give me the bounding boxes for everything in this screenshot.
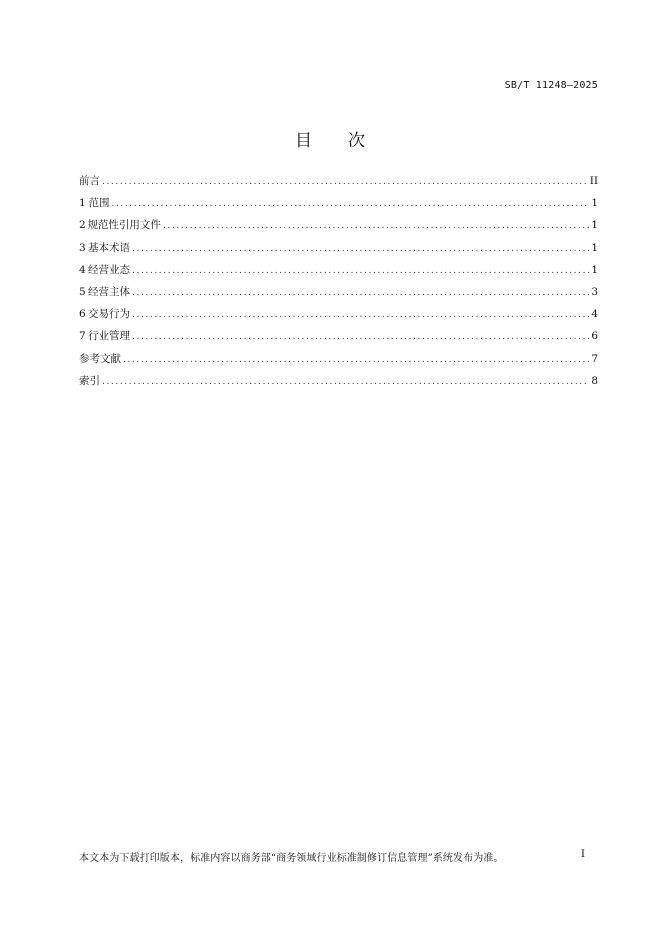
toc-entry-label: 范围 xyxy=(88,197,110,210)
toc-entry-number: 7 xyxy=(79,330,86,343)
toc-entry-bibliography[interactable] xyxy=(79,351,598,373)
toc-entry-number: 6 xyxy=(79,308,86,321)
toc-dot-leader xyxy=(132,263,589,279)
toc-entry-number: 2 xyxy=(79,219,86,232)
footer-note: 本文本为下载打印版本，标准内容以商务部“商务领域行业标准制修订信息管理”系统发布为准。 xyxy=(79,853,504,864)
toc-entry-page: 1 xyxy=(591,197,598,210)
toc-entry-page: II xyxy=(589,175,598,187)
toc-entry-number: 5 xyxy=(79,285,86,298)
toc-entry-business-formats[interactable] xyxy=(79,262,598,284)
toc-dot-leader xyxy=(111,196,589,212)
toc-entry-label: 经营主体 xyxy=(88,285,131,298)
standard-code: SB/T 11248—2025 xyxy=(504,80,598,91)
toc-entry-label: 交易行为 xyxy=(88,308,131,321)
toc-dot-leader xyxy=(123,352,589,368)
toc-entry-page: 6 xyxy=(591,330,598,343)
toc-entry-label: 基本术语 xyxy=(88,241,131,254)
toc-entry-label: 规范性引用文件 xyxy=(87,219,161,232)
toc-dot-leader xyxy=(132,307,589,323)
toc-dot-leader xyxy=(132,329,589,345)
page-title xyxy=(0,126,662,151)
toc-dot-leader xyxy=(102,174,588,190)
toc-entry-label: 行业管理 xyxy=(88,330,131,343)
toc-entry-foreword[interactable] xyxy=(79,173,598,195)
toc-entry-page: 3 xyxy=(591,285,598,298)
title-char-2: 次 xyxy=(348,131,367,151)
toc-entry-scope[interactable] xyxy=(79,195,598,217)
toc-dot-leader xyxy=(132,241,589,257)
toc-entry-label: 前言 xyxy=(79,175,100,187)
toc-entry-label: 索引 xyxy=(79,374,100,387)
toc-entry-normative-references[interactable] xyxy=(79,217,598,239)
toc-entry-industry-management[interactable] xyxy=(79,328,598,350)
toc-entry-page: 1 xyxy=(591,263,598,276)
toc-entry-page: 7 xyxy=(591,352,598,365)
toc-entry-index[interactable] xyxy=(79,373,598,395)
toc-entry-number: 4 xyxy=(79,263,86,276)
toc-entry-page: 4 xyxy=(591,308,598,321)
toc-entry-page: 1 xyxy=(591,219,598,232)
table-of-contents xyxy=(79,173,598,395)
toc-entry-page: 1 xyxy=(591,241,598,254)
toc-entry-basic-terms[interactable] xyxy=(79,240,598,262)
toc-entry-transaction-behavior[interactable] xyxy=(79,306,598,328)
toc-entry-number: 1 xyxy=(79,197,86,210)
toc-entry-number: 3 xyxy=(79,241,86,254)
toc-entry-business-entities[interactable] xyxy=(79,284,598,306)
page-number: I xyxy=(581,849,585,860)
toc-dot-leader xyxy=(132,285,589,301)
toc-dot-leader xyxy=(102,374,589,390)
toc-entry-page: 8 xyxy=(591,374,598,387)
toc-dot-leader xyxy=(163,218,589,234)
toc-entry-label: 经营业态 xyxy=(88,263,131,276)
toc-entry-label: 参考文献 xyxy=(79,352,121,365)
title-char-1: 目 xyxy=(295,131,314,151)
